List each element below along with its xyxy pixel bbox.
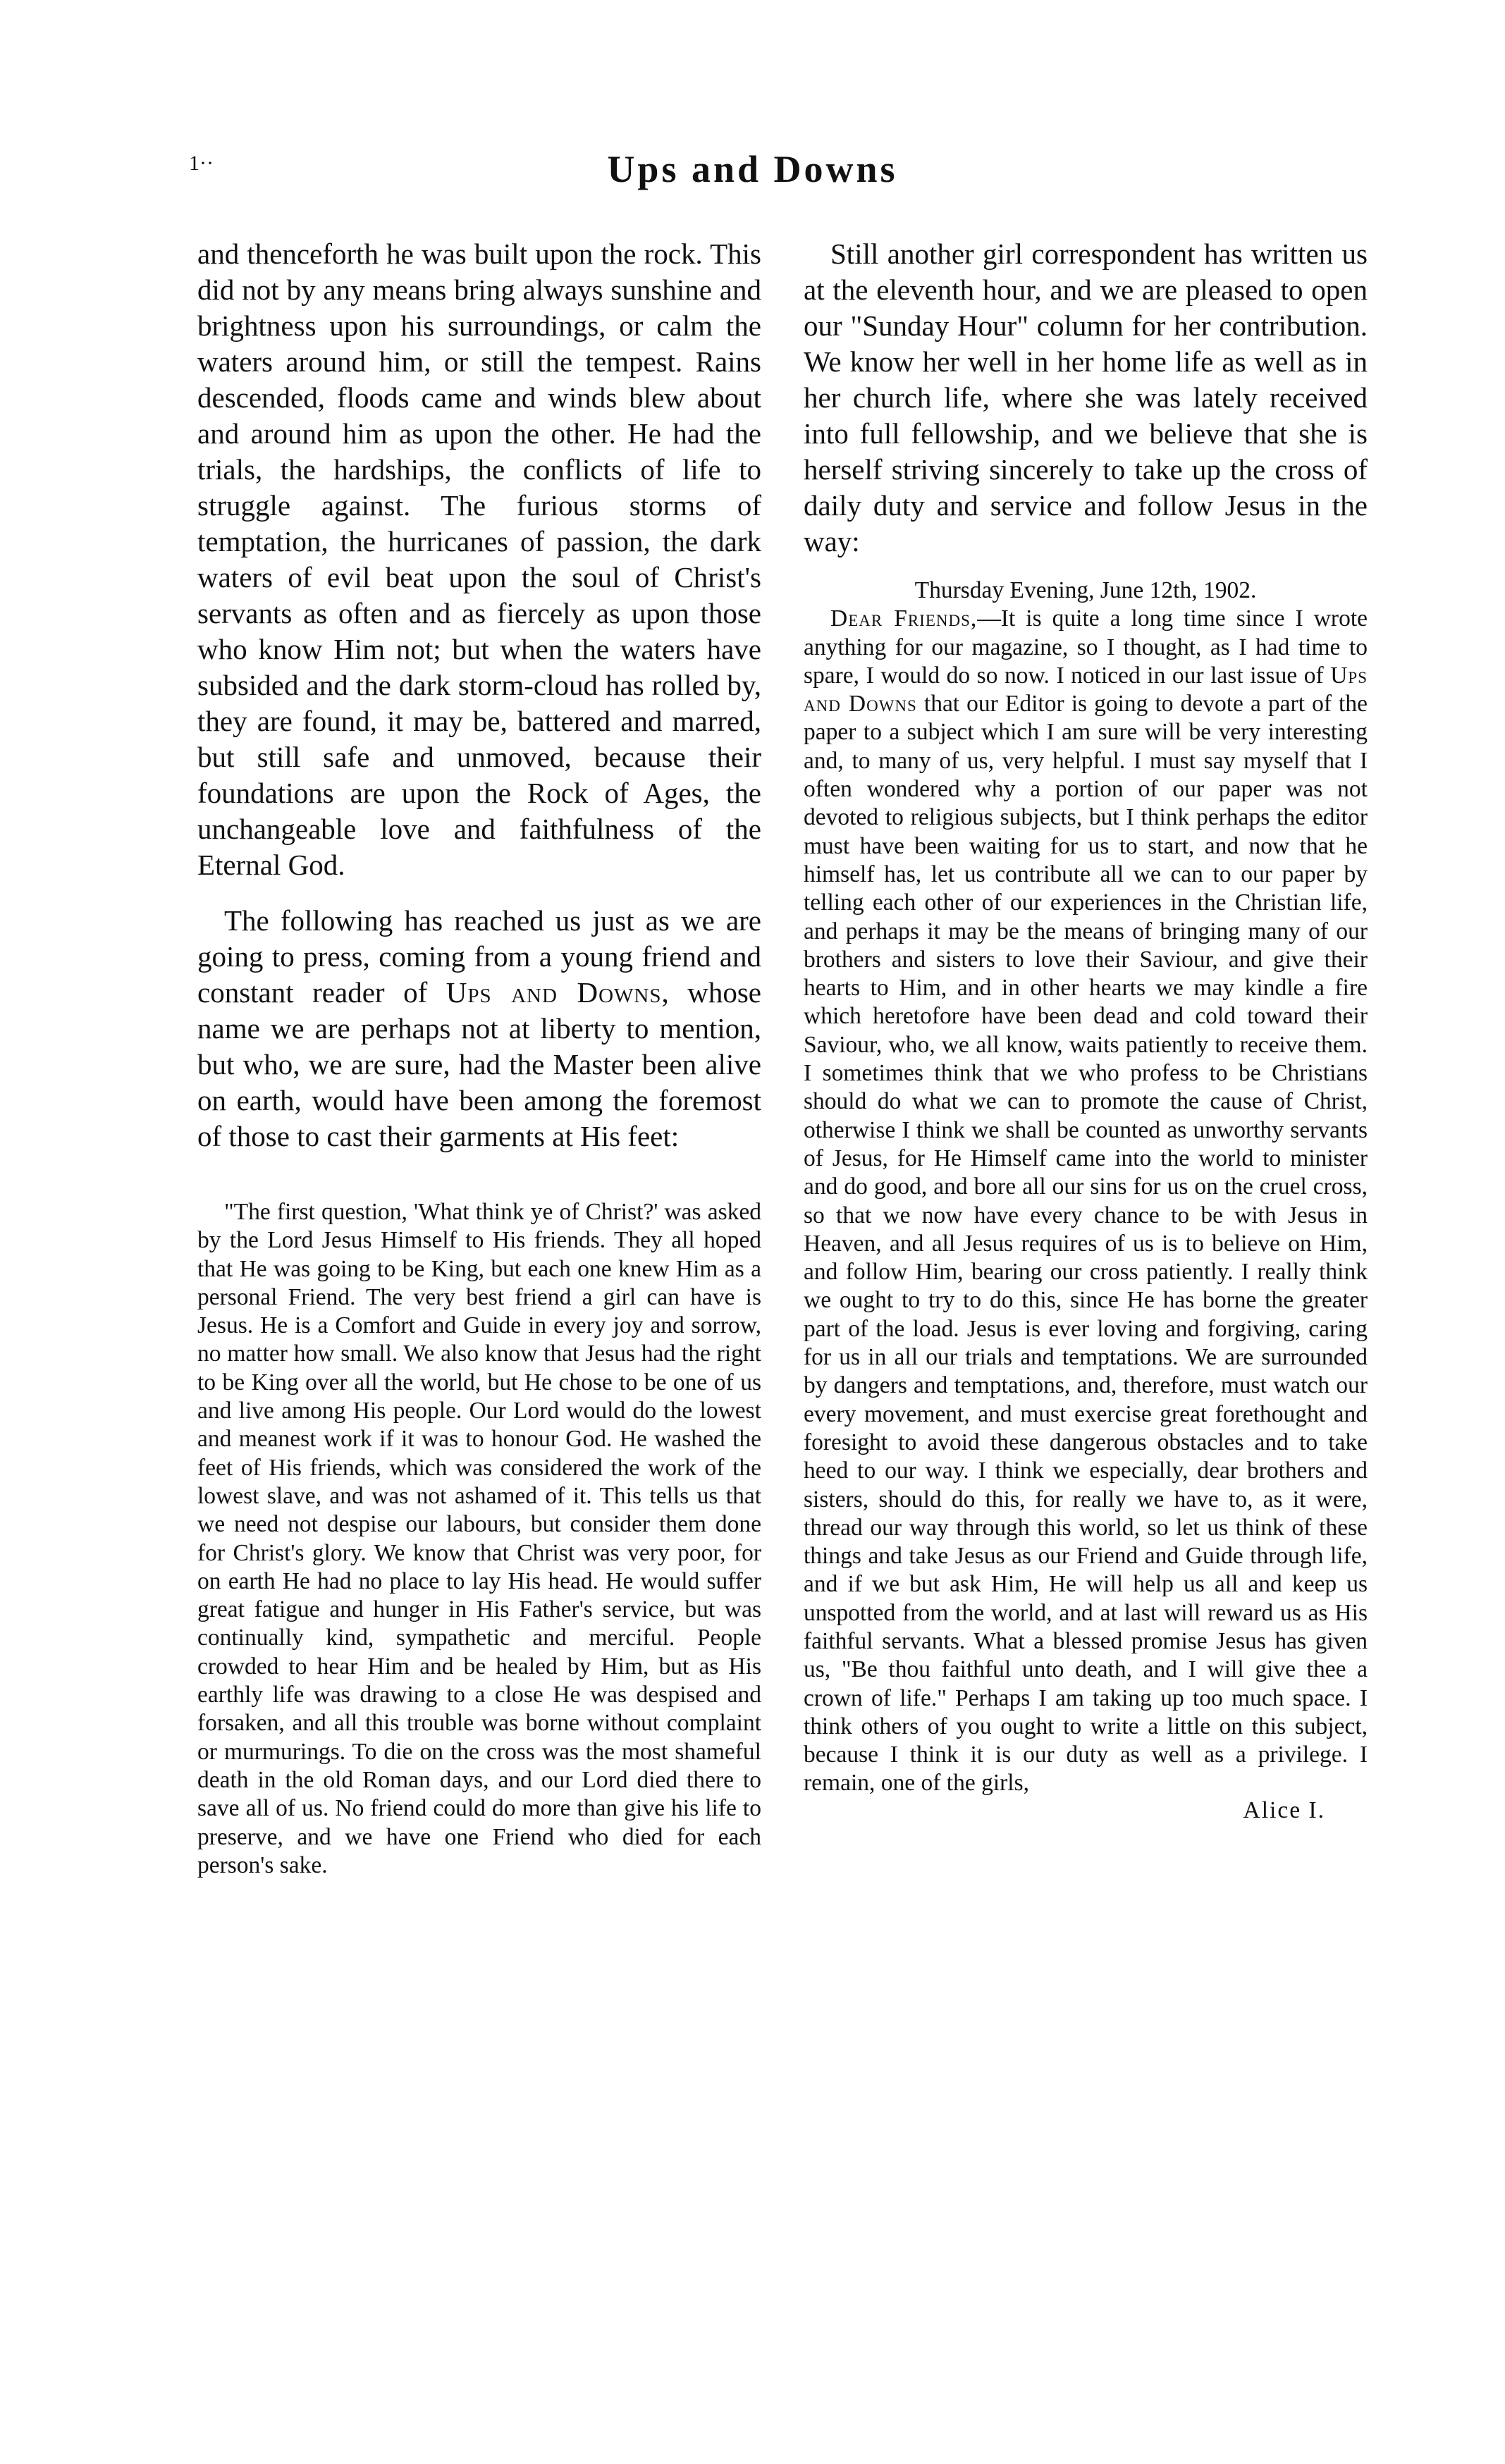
page-header <box>0 148 1505 194</box>
letter-signoff: Alice I. <box>1243 1797 1325 1823</box>
right-letter-text-a: —It is quite a long time since I wrote anything for our magazine, so I thought, as I had time to spare, I would do so now. I noticed in our last issue of <box>804 605 1368 689</box>
running-title: Ups and Downs <box>607 148 898 190</box>
left-quoted-letter: "The first question, 'What think ye of Christ?' was asked by the Lord Jesus Himself to His friends. They all hoped that He was going to be King, but each one knew Him as a personal Friend. The very best friend a girl can have is Jesus. He is a Comfort and Guide in every joy and sorrow, no matter how small. We also know that Jesus had the right to be King over all the world, but He chose to be one of us and live among His people. Our Lord would do the lowest and meanest work if it was to honour God. He washed the feet of His friends, which was considered the work of the lowest slave, and was not ashamed of it. This tells us that we need not despise our labours, but consider them done for Christ's glory. We know that Christ was very poor, for on earth He had no place to lay His head. He would suffer great fatigue and hunger in His Father's service, but was continually kind, sympathetic and merciful. People crowded to hear Him and be healed by Him, but as His earthly life was drawing to a close He was despised and forsaken, and all this trouble was borne without complaint or murmurings. To die on the cross was the most shameful death in the old Roman days, and our Lord died there to save all of us. No friend could do more than give his life to preserve, and we have one Friend who died for each person's sake. <box>197 1199 761 1878</box>
letter-dateline: Thursday Evening, June 12th, 1902. <box>914 577 1257 603</box>
left-paragraph-2-text-b: , whose name we are perhaps not at liberty to mention, but who, we are sure, had the Master been alive on earth, would have been among the foremost of those to cast their garments at His feet: <box>197 976 761 1152</box>
right-letter-text-b: that our Editor is going to devote a part of the paper to a subject which I am sure will be very interesting and, to many of us, very helpful. I must say myself that I often wondered why a portion of our paper was not devoted to religious subjects, but I think perhaps the editor must have been waiting for us to start, and now that he himself has, let us contribute all we can to our paper by telling each other of our experiences in the Christian life, and perhaps it may be the means of bringing many of our brothers and sisters to love their Saviour, and give their hearts to Him, and in other hearts we may kindle a fire which heretofore have been dead and cold toward their Saviour, who, we all know, waits patiently to receive them. I sometimes think that we who profess to be Christians should do what we can to promote the cause of Christ, otherwise I think we shall be counted as unworthy servants of Jesus, for He Himself came into the world to minister and do good, and bore all our sins for us on the cruel cross, so that we now have every chance to be with Jesus in Heaven, and all Jesus requires of us is to believe on Him, and follow Him, bearing our cross patiently. I really think we ought to try to do this, since He has borne the greater part of the load. Jesus is ever loving and forgiving, caring for us in all our trials and temptations. We are surrounded by dangers and temptations, and, therefore, must watch our every movement, and must exercise great forethought and foresight to avoid these dangerous obstacles and to take heed to our way. I think we especially, dear brothers and sisters, should do this, for really we have to, as it were, thread our way through this world, so let us think of these things and take Jesus as our Friend and Guide through life, and if we but ask Him, He will help us all and keep us unspotted from the world, and at last will reward us as His faithful servants. What a blessed promise Jesus has given us, "Be thou faithful unto death, and I will give thee a crown of life." Perhaps I am taking up too much space. I think others of you ought to write a little on this subject, because I think it is our duty as well as a privilege. I remain, one of the girls, <box>804 691 1368 1797</box>
right-letter <box>804 605 1368 1797</box>
left-column <box>197 236 761 1880</box>
left-paragraph-1: and thenceforth he was built upon the rock. This did not by any means bring always sunshine and brightness upon his surroundings, or calm the waters around him, or still the tempest. Rains descended, floods came and winds blew about and around him as upon the other. He had the trials, the hardships, the conflicts of life to struggle against. The furious storms of temptation, the hurricanes of passion, the dark waters of evil beat upon the soul of Christ's servants as often and as fiercely as upon those who know Him not; but when the waters have subsided and the dark storm-cloud has rolled by, they are found, it may be, battered and marred, but still safe and unmoved, because their foundations are upon the Rock of Ages, the unchangeable love and faithfulness of the Eternal God. <box>197 238 761 881</box>
letter-salutation: Dear Friends, <box>830 605 978 632</box>
magazine-name-2: Ups and Downs <box>804 662 1368 717</box>
magazine-name: Ups and Downs <box>446 976 662 1009</box>
right-paragraph-1: Still another girl correspondent has written us at the eleventh hour, and we are pleased to open our "Sunday Hour" column for her contribution. We know her well in her home life as well as in her church life, where she was lately received into full fellowship, and we believe that she is herself striving sincerely to take up the cross of daily duty and service and follow Jesus in the way: <box>804 238 1368 558</box>
left-paragraph-2 <box>197 903 761 1154</box>
page-number: 1·· <box>189 152 214 175</box>
left-paragraph-2-text-a: The following has reached us just as we are going to press, coming from a young friend and constant reader of <box>197 904 761 1009</box>
right-column <box>804 236 1368 1825</box>
